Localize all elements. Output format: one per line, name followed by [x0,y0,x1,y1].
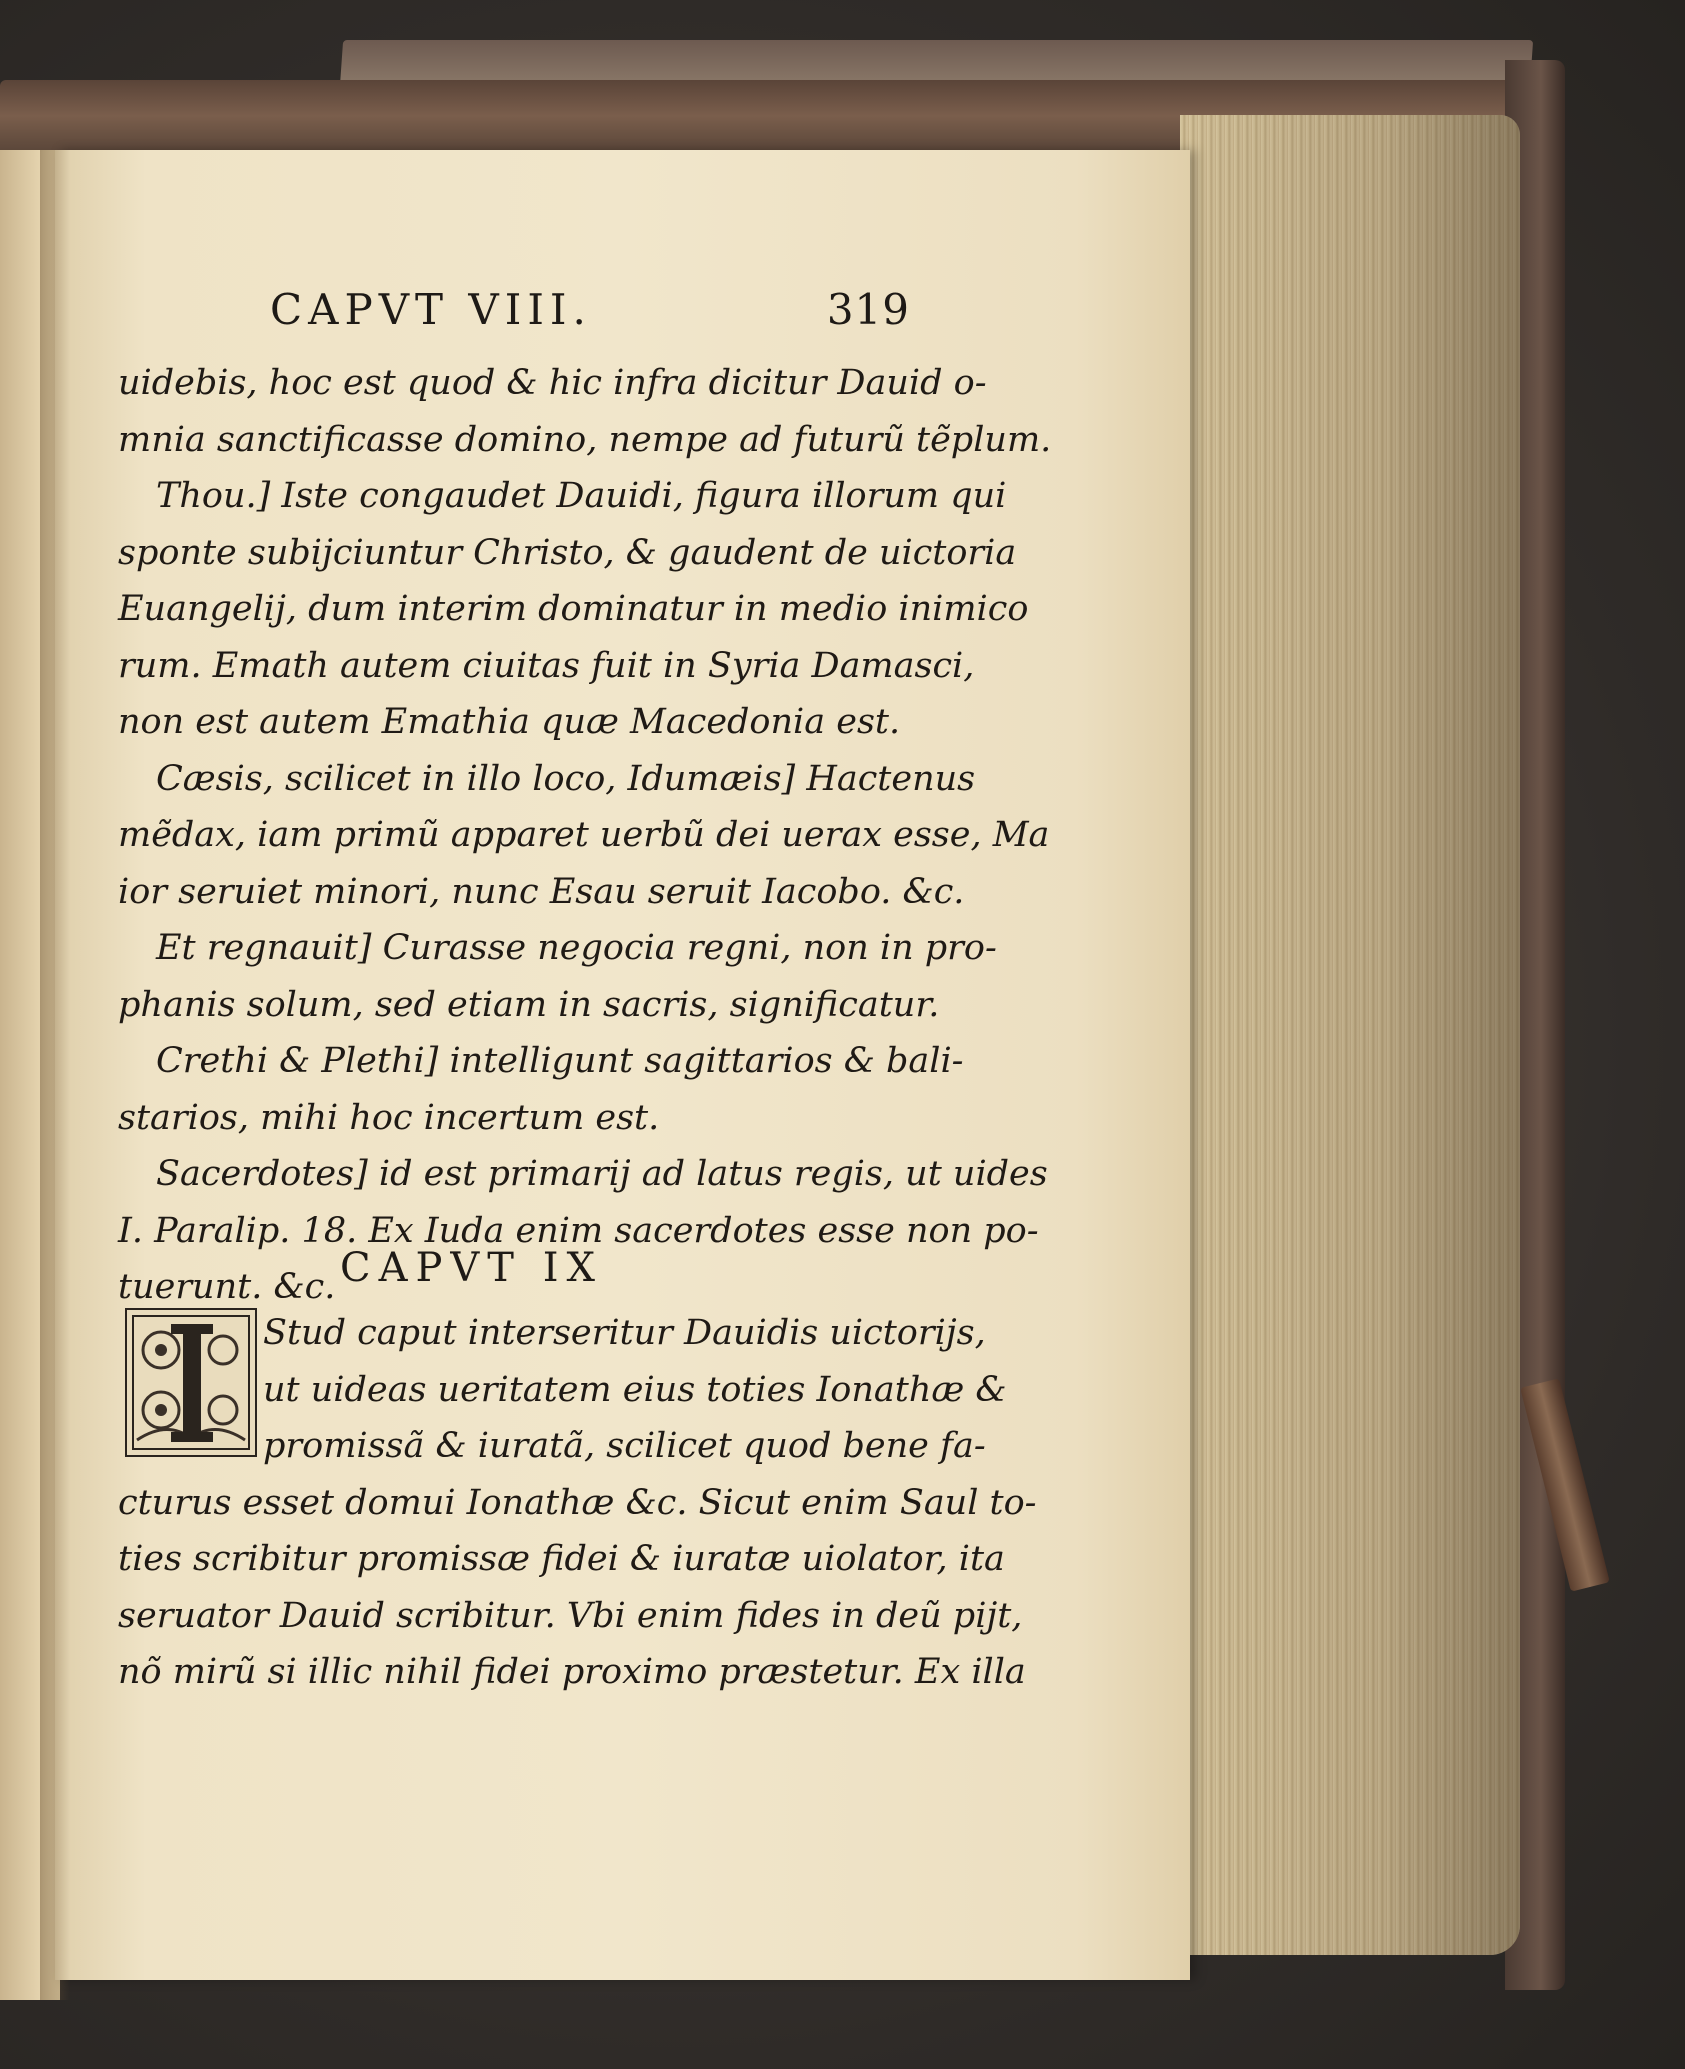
chapter-text-line: Stud caput interseritur Dauidis uictorijs, [263,1313,986,1353]
text-line: Thou.] Iste congaudet Dauidi, figura illorum qui [156,476,1007,516]
text-line: phanis solum, sed etiam in sacris, significatur. [118,984,940,1025]
text-line: Crethi & Plethi] intelligunt sagittarios & bali- [156,1041,964,1081]
chapter-text-line: nõ mirũ si illic nihil fidei proximo præstetur. Ex illa [118,1652,1026,1692]
text-line: uidebis, hoc est quod & hic infra dicitur Dauid o- [118,363,987,403]
text-line: Sacerdotes] id est primarij ad latus regis, ut uides [156,1154,1048,1194]
chapter-text-line: promissã & iuratã, scilicet quod bene fa- [263,1426,986,1466]
text-line: sponte subijciuntur Christo, & gaudent de uictoria [118,532,1017,573]
page-edges-shade [1180,115,1520,1955]
running-head [270,285,910,345]
text-line: Cæsis, scilicet in illo loco, Idumæis] Hactenus [156,758,976,799]
gutter-shadow [40,150,70,2000]
running-head-title: CAPVT VIII. [270,285,592,334]
chapter-text [118,1305,1037,1701]
text-line: Et regnauit] Curasse negocia regni, non in pro- [156,928,997,968]
chapter-heading: CAPVT IX [340,1245,603,1291]
text-line: mẽdax, iam primũ apparet uerbũ dei uerax esse, Ma [118,815,1050,855]
commentary-text [118,355,1052,1316]
text-line: I. Paralip. 18. Ex Iuda enim sacerdotes esse non po- [118,1210,1039,1251]
text-line: tuerunt. &c. [118,1267,336,1307]
text-line: non est autem Emathia quæ Macedonia est. [118,702,901,742]
page-number: 319 [826,285,910,334]
text-line: mnia sanctificasse domino, nempe ad futurũ tẽplum. [118,419,1052,460]
text-line: starios, mihi hoc incertum est. [118,1097,660,1138]
text-line: rum. Emath autem ciuitas fuit in Syria Damasci, [118,645,975,686]
chapter-text-line: seruator Dauid scribitur. Vbi enim fides in deũ pijt, [118,1595,1023,1636]
chapter-text-line: cturus esset domui Ionathæ &c. Sicut enim Saul to- [118,1482,1037,1523]
text-line: ior seruiet minori, nunc Esau seruit Iacobo. &c. [118,871,965,912]
chapter-text-line: ties scribitur promissæ fidei & iuratæ uiolator, ita [118,1539,1005,1579]
chapter-text-line: ut uideas ueritatem eius toties Ionathæ & [263,1369,1007,1410]
text-line: Euangelij, dum interim dominatur in medio inimico [118,589,1029,629]
